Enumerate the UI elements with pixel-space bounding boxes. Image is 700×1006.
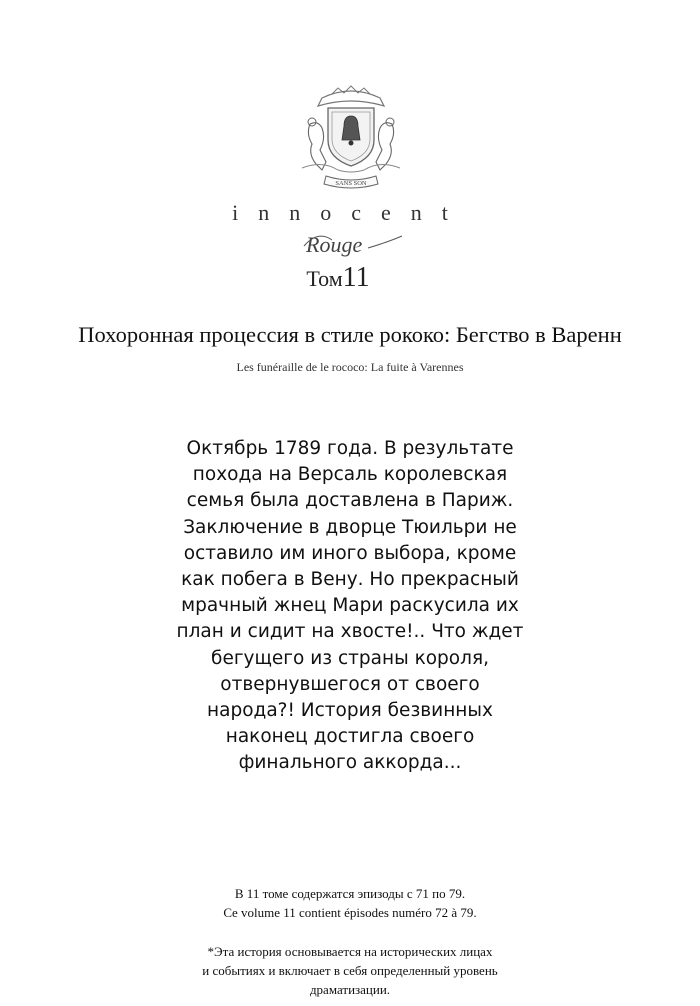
- disclaimer: [100, 942, 600, 999]
- episodes-info: [100, 884, 600, 922]
- synopsis-line: семья была доставлена в Париж.: [186, 490, 514, 512]
- emblem-drawing: [292, 84, 410, 192]
- title-french: Les funéraille de le rococo: La fuite à Varennes: [236, 360, 464, 374]
- synopsis: [150, 436, 550, 777]
- synopsis-line: наконец достигла своего: [225, 726, 475, 748]
- volume-word: Том: [306, 266, 343, 291]
- disclaimer-line: *Эта история основывается на исторических лицах: [207, 944, 493, 959]
- emblem-motto: SANS SON: [335, 180, 367, 187]
- disclaimer-line: драматизации.: [309, 982, 391, 997]
- synopsis-line: отвернувшегося от своего: [220, 673, 480, 695]
- title-russian: Похоронная процессия в стиле рококо: Бегство в Варенн: [78, 322, 622, 347]
- synopsis-line: похода на Версаль королевская: [192, 464, 508, 486]
- episodes-french: Ce volume 11 contient épisodes numéro 72 à 79.: [223, 905, 477, 920]
- synopsis-line: народа?! История безвинных: [207, 700, 493, 722]
- volume-label: [268, 262, 408, 294]
- series-script-text: Rouge: [306, 232, 363, 257]
- episodes-russian: В 11 томе содержатся эпизоды с 71 по 79.: [234, 886, 466, 901]
- synopsis-line: Октябрь 1789 года. В результате: [186, 438, 514, 459]
- synopsis-line: финального аккорда...: [238, 752, 462, 774]
- disclaimer-line: и событиях и включает в себя определенный уровень: [202, 963, 498, 978]
- synopsis-line: план и сидит на хвосте!.. Что ждет: [176, 621, 524, 643]
- synopsis-line: Заключение в дворце Тюильри не: [183, 516, 517, 538]
- synopsis-line: как побега в Вену. Но прекрасный: [181, 569, 519, 591]
- synopsis-line: мрачный жнец Мари раскусила их: [181, 595, 519, 617]
- synopsis-line: оставило им иного выбора, кроме: [183, 542, 517, 564]
- series-name: innocent: [232, 200, 468, 225]
- volume-number: 11: [342, 262, 370, 293]
- synopsis-line: бегущего из страны короля,: [211, 647, 489, 669]
- coat-of-arms-icon: [292, 84, 410, 192]
- series-script-logo: [298, 226, 408, 262]
